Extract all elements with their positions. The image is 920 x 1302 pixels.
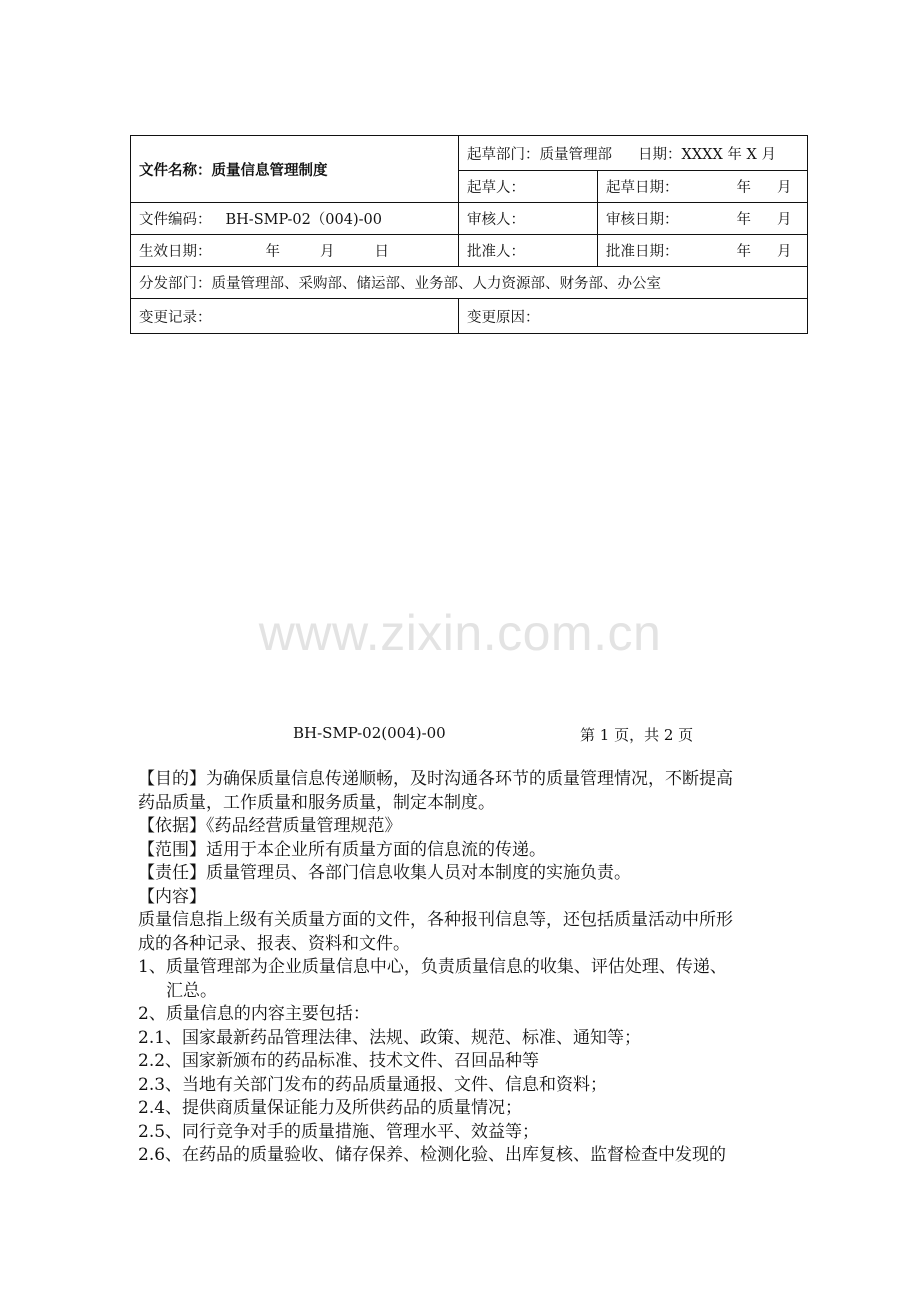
body-line: 汇总。	[166, 980, 217, 1001]
file-code-label: 文件编码：	[139, 212, 212, 228]
body-line: 【目的】为确保质量信息传递顺畅，及时沟通各环节的质量管理情况，不断提高	[138, 769, 733, 789]
body-line: 2.4、提供商质量保证能力及所供药品的质量情况；	[138, 1098, 523, 1118]
change-reason-cell	[459, 299, 808, 334]
distribution-text: 分发部门：质量管理部、采购部、储运部、业务部、人力资源部、财务部、办公室	[139, 276, 661, 292]
page-code: BH-SMP-02(004)-00	[293, 724, 446, 742]
approve-year: 年	[736, 244, 751, 260]
draft-dept-cell	[459, 136, 808, 171]
body-line: 2.2、国家新颁布的药品标准、技术文件、召回品种等	[138, 1051, 540, 1071]
document-body	[138, 768, 788, 1168]
body-line: 【责任】质量管理员、各部门信息收集人员对本制度的实施负责。	[138, 863, 631, 883]
effective-day: 日	[374, 244, 389, 260]
approver-cell	[459, 235, 598, 267]
file-name-value: 质量信息管理制度	[211, 161, 328, 179]
file-name-cell	[131, 136, 459, 203]
change-record-label: 变更记录：	[139, 309, 212, 326]
document-header-table	[130, 135, 808, 334]
distribution-cell	[131, 267, 808, 299]
approve-date-cell	[598, 235, 808, 267]
approver-label: 批准人：	[467, 244, 525, 260]
date-value: XXXX 年 X 月	[681, 146, 776, 163]
drafter-label: 起草人：	[467, 180, 525, 196]
draft-date-cell	[598, 171, 808, 203]
effective-month: 月	[320, 244, 335, 260]
body-line: 2.6、在药品的质量验收、储存保养、检测化验、出库复核、监督检查中发现的	[138, 1145, 727, 1165]
draft-dept-label: 起草部门：	[467, 146, 540, 163]
body-line: 1、质量管理部为企业质量信息中心，负责质量信息的收集、评估处理、传递、	[138, 957, 727, 977]
draft-year: 年	[736, 180, 751, 196]
body-line: 【内容】	[138, 886, 206, 907]
body-line: 成的各种记录、报表、资料和文件。	[138, 933, 410, 954]
review-date-cell	[598, 203, 808, 235]
body-line: 药品质量，工作质量和服务质量，制定本制度。	[138, 792, 495, 813]
body-line: 【范围】适用于本企业所有质量方面的信息流的传递。	[138, 839, 546, 860]
effective-date-label: 生效日期：	[139, 244, 212, 260]
review-month: 月	[777, 212, 792, 228]
body-line: 2.5、同行竞争对手的质量措施、管理水平、效益等；	[138, 1121, 540, 1142]
watermark: www.zixin.com.cn	[258, 605, 662, 661]
effective-date-cell	[131, 235, 459, 267]
drafter-cell	[459, 171, 598, 203]
body-line: 质量信息指上级有关质量方面的文件，各种报刊信息等，还包括质量活动中所形	[138, 910, 733, 930]
draft-month: 月	[777, 180, 792, 196]
body-line: 2.3、当地有关部门发布的药品质量通报、文件、信息和资料；	[138, 1074, 608, 1095]
file-code-cell	[131, 203, 459, 235]
draft-dept-value: 质量管理部	[539, 146, 612, 163]
body-line: 2.1、国家最新药品管理法律、法规、政策、规范、标准、通知等；	[138, 1027, 642, 1048]
draft-date-label: 起草日期：	[606, 180, 679, 196]
body-line: 2、质量信息的内容主要包括：	[138, 1004, 370, 1024]
file-name-label: 文件名称：	[139, 161, 212, 179]
reviewer-label: 审核人：	[467, 212, 525, 228]
review-year: 年	[736, 212, 751, 228]
reviewer-cell	[459, 203, 598, 235]
date-label: 日期：	[638, 146, 682, 163]
review-date-label: 审核日期：	[606, 212, 679, 228]
effective-year: 年	[265, 244, 280, 260]
approve-month: 月	[777, 244, 792, 260]
change-reason-label: 变更原因：	[467, 309, 540, 326]
change-record-cell	[131, 299, 459, 334]
file-code-value: BH-SMP-02（004)-00	[225, 212, 382, 228]
page-number: 第 1 页，共 2 页	[580, 726, 694, 744]
body-line: 【依据】《药品经营质量管理规范》	[138, 816, 402, 836]
approve-date-label: 批准日期：	[606, 244, 679, 260]
